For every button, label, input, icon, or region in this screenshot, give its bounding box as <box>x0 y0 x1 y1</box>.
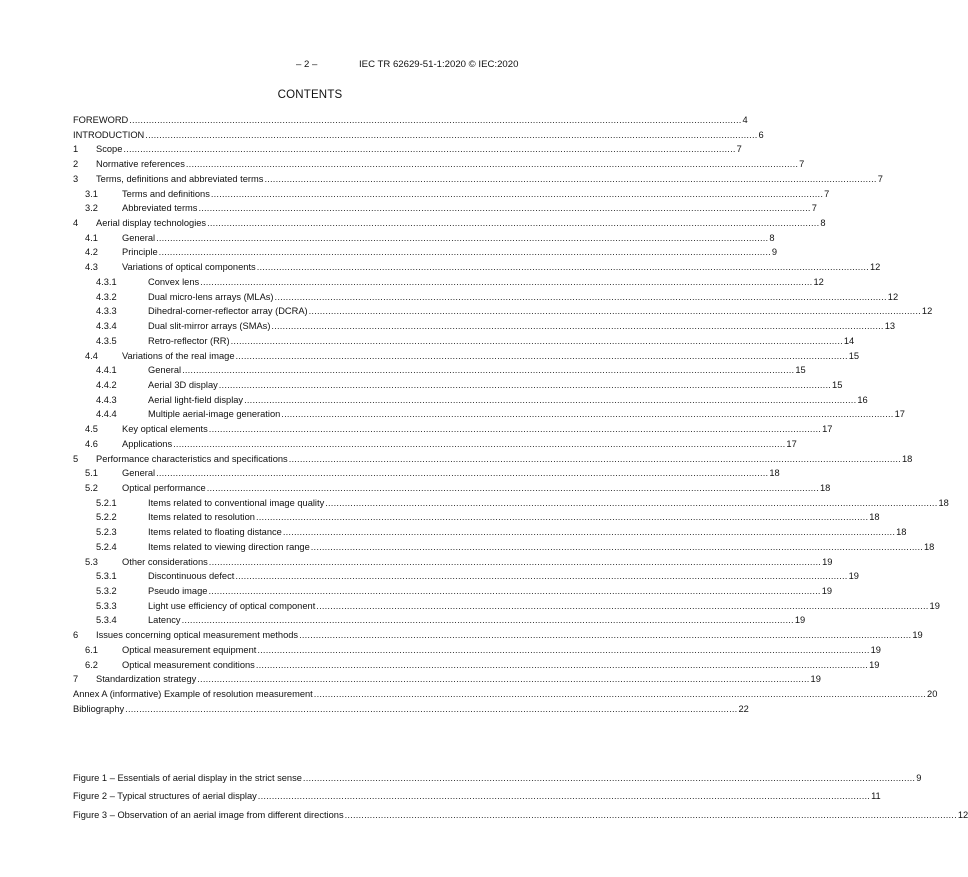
toc-entry[interactable] <box>73 497 949 510</box>
toc-entry-page: 12 <box>887 291 899 302</box>
toc-entry[interactable] <box>73 482 831 495</box>
toc-entry-number: 6 <box>73 630 79 641</box>
dot-leader: ............................................................................................................................................................................................................................ <box>288 453 901 464</box>
toc-entry-label: General <box>122 232 156 243</box>
toc-entry-label: Abbreviated terms <box>122 203 198 214</box>
toc-entry[interactable] <box>73 173 883 186</box>
toc-entry-page: 7 <box>824 188 830 199</box>
toc-entry[interactable] <box>73 644 881 657</box>
dot-leader: ............................................................................................................................................................................................................................ <box>256 262 869 273</box>
toc-entry-number: 5 <box>73 453 79 464</box>
dot-leader: ............................................................................................................................................................................................................................ <box>197 674 810 685</box>
toc-entry-label: Dual micro-lens arrays (MLAs) <box>148 291 274 302</box>
toc-entry-label: Items related to conventional image quality <box>148 497 325 508</box>
toc-entry-number: 1 <box>73 144 79 155</box>
toc-entry[interactable] <box>73 408 905 421</box>
toc-entry-page: 15 <box>848 350 860 361</box>
toc-entry[interactable] <box>73 335 855 348</box>
dot-leader: ............................................................................................................................................................................................................................ <box>123 144 736 155</box>
toc-entry-number: 5.3.1 <box>96 571 117 582</box>
toc-entry-label: Terms, definitions and abbreviated terms <box>96 173 264 184</box>
toc-entry-page: 9 <box>771 247 778 258</box>
dot-leader: ............................................................................................................................................................................................................................ <box>274 291 887 302</box>
toc-entry[interactable] <box>73 423 833 436</box>
toc-entry-page: 19 <box>869 659 880 670</box>
toc-entry-label: Issues concerning optical measurement methods <box>96 630 299 641</box>
toc-entry-page: 17 <box>822 424 833 435</box>
toc-entry-page: 12 <box>869 262 881 273</box>
toc-entry-number: 2 <box>73 159 79 170</box>
toc-entry-label: INTRODUCTION <box>73 129 145 140</box>
toc-entry-label: Aerial display technologies <box>96 218 207 229</box>
toc-entry-number: 5.2.2 <box>96 512 117 523</box>
toc-entry-number: 7 <box>73 674 79 685</box>
toc-entry-number: 6.2 <box>85 659 98 670</box>
toc-entry[interactable] <box>73 217 826 230</box>
toc-entry-number: 4.3.3 <box>96 306 117 317</box>
toc-entry-page: 8 <box>769 232 775 243</box>
toc-entry-number: 4.1 <box>85 232 98 243</box>
toc-entry-page: 9 <box>916 773 922 783</box>
dot-leader: ............................................................................................................................................................................................................................ <box>344 809 957 820</box>
toc-entry-label: Aerial 3D display <box>148 379 218 390</box>
toc-entry[interactable] <box>73 629 923 642</box>
toc-entry-page: 19 <box>794 615 806 626</box>
toc-entry-number: 4.3.4 <box>96 321 117 332</box>
toc-entry[interactable] <box>73 379 843 392</box>
dot-leader: ............................................................................................................................................................................................................................ <box>207 218 820 229</box>
dot-leader: ............................................................................................................................................................................................................................ <box>158 247 771 258</box>
toc-entry-page: 15 <box>832 379 843 390</box>
toc-entry-number: 5.1 <box>85 468 98 479</box>
toc-entry-number: 5.3 <box>85 556 98 567</box>
toc-entry[interactable] <box>73 688 938 701</box>
dot-leader: ............................................................................................................................................................................................................................ <box>156 232 769 243</box>
toc-entry-number: 4.4.4 <box>96 409 117 420</box>
toc-entry[interactable] <box>73 320 896 333</box>
toc-entry-label: General <box>148 365 182 376</box>
toc-entry-page: 7 <box>736 144 742 155</box>
toc-entry[interactable] <box>73 541 935 554</box>
toc-entry-page: 18 <box>769 468 780 479</box>
toc-entry-number: 4 <box>73 218 79 229</box>
toc-entry-page: 18 <box>901 453 913 464</box>
dot-leader: ............................................................................................................................................................................................................................ <box>313 689 927 700</box>
dot-leader: ............................................................................................................................................................................................................................ <box>244 394 857 405</box>
dot-leader: ............................................................................................................................................................................................................................ <box>281 409 894 420</box>
toc-entry-label: Variations of the real image <box>122 350 235 361</box>
toc-entry-label: Principle <box>122 247 158 258</box>
toc-entry-page: 22 <box>738 703 749 714</box>
toc-entry-label: Applications <box>122 438 173 449</box>
dot-leader: ............................................................................................................................................................................................................................ <box>282 527 896 538</box>
dot-leader: ............................................................................................................................................................................................................................ <box>125 703 738 714</box>
toc-entry-page: 11 <box>871 791 881 802</box>
toc-entry-label: Figure 3 – Observation of an aerial image from different directions <box>73 809 344 820</box>
toc-entry-number: 3.1 <box>85 188 98 199</box>
toc-entry-number: 5.2.3 <box>96 527 117 538</box>
toc-entry[interactable] <box>73 188 830 201</box>
toc-entry[interactable] <box>73 394 868 407</box>
toc-entry-label: FOREWORD <box>73 115 129 125</box>
toc-entry-label: Other considerations <box>122 556 208 567</box>
toc-entry-label: Annex A (informative) Example of resolution measurement <box>73 689 313 700</box>
toc-entry-number: 4.6 <box>85 438 98 449</box>
toc-entry-page: 19 <box>870 644 881 655</box>
dot-leader: ............................................................................................................................................................................................................................ <box>173 438 786 449</box>
toc-entry[interactable] <box>73 614 806 627</box>
toc-entry-page: 19 <box>912 630 923 641</box>
toc-entry-page: 18 <box>896 527 907 538</box>
dot-leader: ............................................................................................................................................................................................................................ <box>185 159 799 170</box>
dot-leader: ............................................................................................................................................................................................................................ <box>210 188 824 199</box>
toc-entry-page: 18 <box>819 483 831 493</box>
toc-entry-label: Optical performance <box>122 483 206 493</box>
toc-entry-label: Normative references <box>96 159 185 170</box>
dot-leader: ............................................................................................................................................................................................................................ <box>310 541 924 552</box>
toc-entry[interactable] <box>73 291 899 304</box>
toc-entry-label: Performance characteristics and specifications <box>96 453 288 464</box>
toc-entry-page: 18 <box>924 541 935 552</box>
toc-entry[interactable] <box>73 673 821 686</box>
toc-entry-page: 13 <box>884 321 896 332</box>
toc-entry-label: Items related to floating distance <box>148 527 282 538</box>
dot-leader: ............................................................................................................................................................................................................................ <box>198 203 811 214</box>
toc-entry-label: Bibliography <box>73 703 125 714</box>
toc-entry-page: 18 <box>938 497 949 508</box>
toc-entry-page: 19 <box>810 674 821 685</box>
toc-entry-label: Retro-reflector (RR) <box>148 335 230 346</box>
toc-entry-page: 17 <box>894 409 905 420</box>
standard-reference: IEC TR 62629-51-1:2020 © IEC:2020 <box>359 59 519 70</box>
dot-leader: ............................................................................................................................................................................................................................ <box>208 424 822 435</box>
toc-entry-label: Discontinuous defect <box>148 571 235 582</box>
toc-entry-label: Variations of optical components <box>122 262 256 273</box>
toc-entry-page: 19 <box>848 571 859 582</box>
toc-entry-page: 16 <box>857 394 868 405</box>
dot-leader: ............................................................................................................................................................................................................................ <box>271 321 884 332</box>
dot-leader: ............................................................................................................................................................................................................................ <box>299 630 912 641</box>
toc-entry-label: Latency <box>148 615 181 626</box>
toc-entry-label: Multiple aerial-image generation <box>148 409 281 420</box>
toc-entry[interactable] <box>73 659 880 672</box>
dot-leader: ............................................................................................................................................................................................................................ <box>308 306 921 317</box>
toc-entry[interactable] <box>73 556 833 569</box>
toc-entry-label: General <box>122 468 156 479</box>
toc-entry-number: 4.4.3 <box>96 394 117 405</box>
toc-entry-label: Light use efficiency of optical component <box>148 600 316 611</box>
toc-entry-page: 19 <box>821 586 833 597</box>
toc-entry-label: Scope <box>96 144 123 155</box>
toc-entry-number: 5.3.3 <box>96 600 117 611</box>
toc-entry-label: Convex lens <box>148 276 200 287</box>
toc-entry[interactable] <box>73 467 780 480</box>
toc-entry-number: 5.3.2 <box>96 586 117 597</box>
toc-entry-page: 12 <box>813 276 824 287</box>
toc-entry[interactable] <box>73 350 860 363</box>
toc-entry-page: 17 <box>786 438 797 449</box>
toc-entry[interactable] <box>73 276 824 289</box>
toc-entry[interactable] <box>73 453 913 466</box>
toc-entry-number: 5.2.1 <box>96 497 117 508</box>
dot-leader: ............................................................................................................................................................................................................................ <box>206 483 819 493</box>
figure-entry[interactable] <box>73 809 968 822</box>
toc-entry-label: Terms and definitions <box>122 188 210 199</box>
toc-entry-number: 4.3.1 <box>96 276 117 287</box>
toc-entry[interactable] <box>73 202 817 215</box>
toc-entry-page: 15 <box>795 365 806 376</box>
toc-entry-number: 4.4 <box>85 350 98 361</box>
toc-entry[interactable] <box>73 438 797 451</box>
toc-entry[interactable] <box>73 585 833 598</box>
toc-entry[interactable] <box>73 158 805 171</box>
dot-leader: ............................................................................................................................................................................................................................ <box>181 615 794 626</box>
dot-leader: ............................................................................................................................................................................................................................ <box>255 512 869 523</box>
toc-entry-page: 4 <box>742 115 748 125</box>
toc-entry[interactable] <box>73 364 806 377</box>
toc-entry-number: 4.3.2 <box>96 291 117 302</box>
page-number: – 2 – <box>296 59 318 70</box>
dot-leader: ............................................................................................................................................................................................................................ <box>218 379 832 390</box>
toc-entry[interactable] <box>73 261 881 274</box>
dot-leader: ............................................................................................................................................................................................................................ <box>129 115 742 125</box>
toc-entry-number: 5.2 <box>85 483 98 493</box>
toc-entry-label: Items related to resolution <box>148 512 255 523</box>
figure-entry[interactable] <box>73 772 922 785</box>
dot-leader: ............................................................................................................................................................................................................................ <box>182 365 795 376</box>
toc-entry-label: Optical measurement conditions <box>122 659 255 670</box>
toc-entry-page: 7 <box>877 173 883 184</box>
toc-entry-number: 4.5 <box>85 424 98 435</box>
toc-entry[interactable] <box>73 526 907 539</box>
toc-entry[interactable] <box>73 511 880 524</box>
toc-entry-number: 6.1 <box>85 644 98 655</box>
toc-entry-label: Dihedral-corner-reflector array (DCRA) <box>148 306 308 317</box>
toc-entry-page: 12 <box>921 306 933 317</box>
toc-entry-number: 5.2.4 <box>96 541 117 552</box>
toc-entry-label: Aerial light-field display <box>148 394 244 405</box>
page-title: CONTENTS <box>277 89 343 101</box>
dot-leader: ............................................................................................................................................................................................................................ <box>257 644 870 655</box>
dot-leader: ............................................................................................................................................................................................................................ <box>255 659 869 670</box>
toc-entry-number: 4.4.2 <box>96 379 117 390</box>
dot-leader: ............................................................................................................................................................................................................................ <box>235 571 848 582</box>
dot-leader: ............................................................................................................................................................................................................................ <box>302 773 916 783</box>
toc-entry-label: Items related to viewing direction range <box>148 541 310 552</box>
dot-leader: ............................................................................................................................................................................................................................ <box>145 129 758 140</box>
toc-entry-page: 8 <box>820 218 826 229</box>
toc-entry-number: 4.4.1 <box>96 365 117 376</box>
toc-entry[interactable] <box>73 570 859 583</box>
toc-entry-page: 18 <box>869 512 880 523</box>
toc-entry-page: 14 <box>843 335 855 346</box>
toc-entry-number: 5.3.4 <box>96 615 117 626</box>
dot-leader: ............................................................................................................................................................................................................................ <box>208 556 822 567</box>
dot-leader: ............................................................................................................................................................................................................................ <box>257 791 871 802</box>
toc-entry[interactable] <box>73 129 764 142</box>
figure-entry[interactable] <box>73 790 881 803</box>
toc-entry-page: 7 <box>799 159 805 170</box>
dot-leader: ............................................................................................................................................................................................................................ <box>208 586 821 597</box>
toc-entry-page: 19 <box>822 556 833 567</box>
toc-entry[interactable] <box>73 114 748 127</box>
toc-entry-label: Figure 2 – Typical structures of aerial display <box>73 791 257 802</box>
toc-entry-number: 4.2 <box>85 247 98 258</box>
toc-entry-label: Dual slit-mirror arrays (SMAs) <box>148 321 271 332</box>
toc-entry-label: Pseudo image <box>148 586 208 597</box>
running-header <box>0 59 620 73</box>
toc-entry-page: 19 <box>929 600 940 611</box>
dot-leader: ............................................................................................................................................................................................................................ <box>235 350 848 361</box>
toc-entry[interactable] <box>73 600 940 613</box>
dot-leader: ............................................................................................................................................................................................................................ <box>316 600 929 611</box>
toc-entry[interactable] <box>73 305 933 318</box>
toc-entry-page: 6 <box>758 129 764 140</box>
dot-leader: ............................................................................................................................................................................................................................ <box>230 335 843 346</box>
toc-entry-page: 20 <box>927 689 938 700</box>
toc-entry-page: 7 <box>811 203 817 214</box>
dot-leader: ............................................................................................................................................................................................................................ <box>200 276 813 287</box>
toc-entry-label: Figure 1 – Essentials of aerial display in the strict sense <box>73 773 302 783</box>
toc-entry-number: 3 <box>73 173 79 184</box>
toc-entry-number: 3.2 <box>85 203 98 214</box>
toc-entry-number: 4.3 <box>85 262 98 273</box>
toc-entry-number: 4.3.5 <box>96 335 117 346</box>
toc-entry[interactable] <box>73 232 775 245</box>
toc-entry[interactable] <box>73 246 778 259</box>
toc-entry[interactable] <box>73 703 749 716</box>
dot-leader: ............................................................................................................................................................................................................................ <box>264 173 877 184</box>
dot-leader: ............................................................................................................................................................................................................................ <box>156 468 769 479</box>
toc-entry-label: Standardization strategy <box>96 674 197 685</box>
toc-entry-label: Optical measurement equipment <box>122 644 257 655</box>
toc-entry-page: 12 <box>957 809 968 820</box>
toc-entry-label: Key optical elements <box>122 424 208 435</box>
toc-entry[interactable] <box>73 143 742 156</box>
dot-leader: ............................................................................................................................................................................................................................ <box>325 497 938 508</box>
